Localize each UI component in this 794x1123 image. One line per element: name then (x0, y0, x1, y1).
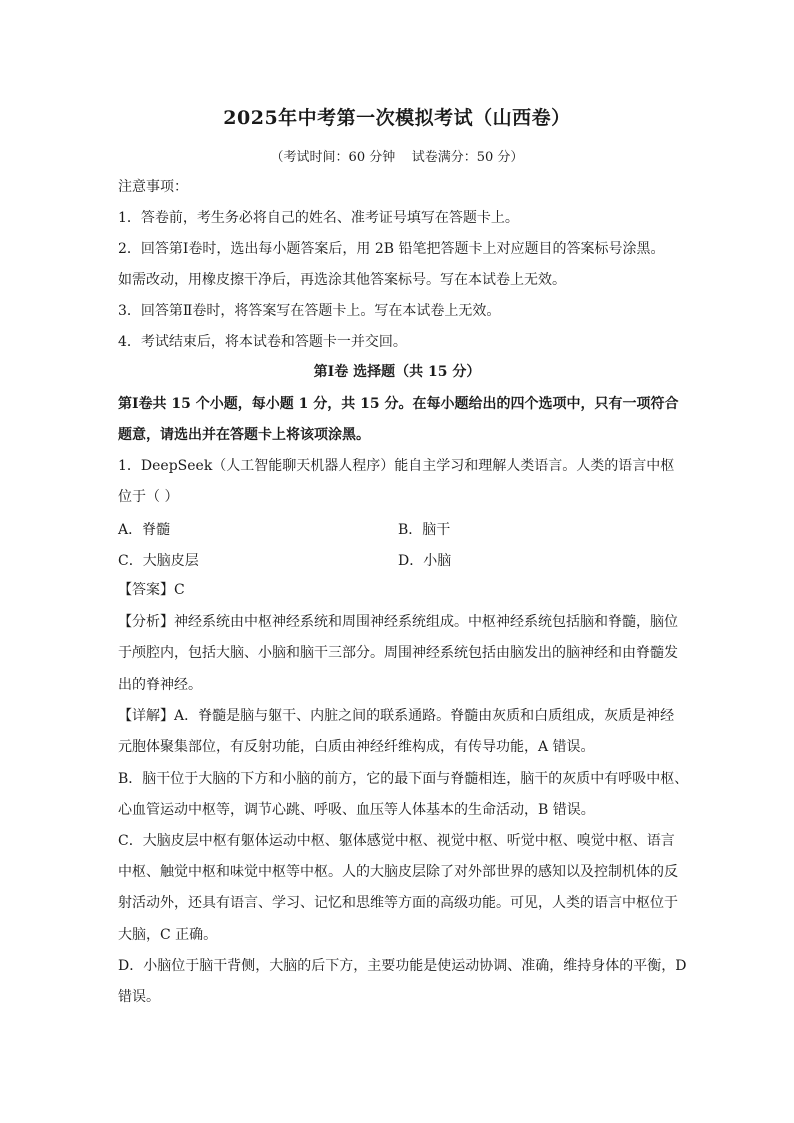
detail-line: 大脑，C 正确。 (118, 927, 218, 943)
analysis-line: 于颅腔内，包括大脑、小脑和脑干三部分。周围神经系统包括由脑发出的脑神经和由脊髓发 (118, 645, 678, 661)
question-stem: 1．DeepSeek（人工智能聊天机器人程序）能自主学习和理解人类语言。人类的语言中枢 (118, 458, 675, 474)
section-title: 第Ⅰ卷 选择题（共 15 分） (313, 364, 481, 380)
notice-item: 3．回答第Ⅱ卷时，将答案写在答题卡上。写在本试卷上无效。 (118, 303, 501, 319)
detail-line: C．大脑皮层中枢有躯体运动中枢、躯体感觉中枢、视觉中枢、听觉中枢、嗅觉中枢、语言 (118, 833, 675, 849)
notice-heading: 注意事项： (118, 179, 188, 195)
detail-line: 错误。 (118, 989, 160, 1005)
detail-line: D．小脑位于脑干背侧，大脑的后下方，主要功能是使运动协调、准确，维持身体的平衡，D (118, 958, 687, 974)
question-stem: 位于（ ） (118, 489, 179, 505)
detail-line: B．脑干位于大脑的下方和小脑的前方，它的最下面与脊髓相连，脑干的灰质中有呼吸中枢、 (118, 771, 689, 787)
answer-line: 【答案】C (118, 582, 185, 598)
analysis-line: 出的脊神经。 (118, 677, 202, 693)
notice-item: 2．回答第Ⅰ卷时，选出每小题答案后，用 2B 铅笔把答题卡上对应题目的答案标号涂黑。 (118, 241, 665, 257)
detail-line: 中枢、触觉中枢和味觉中枢等中枢。人的大脑皮层除了对外部世界的感知以及控制机体的反 (118, 864, 678, 880)
exam-subtitle: （考试时间：60 分钟 试卷满分：50 分） (270, 150, 524, 165)
option-d: D．小脑 (398, 553, 452, 569)
detail-line: 心血管运动中枢等，调节心跳、呼吸、血压等人体基本的生命活动，B 错误。 (118, 802, 595, 818)
option-a: A．脊髓 (118, 522, 171, 538)
option-c: C．大脑皮层 (118, 553, 199, 569)
option-b: B．脑干 (398, 522, 451, 538)
instruction-line: 第Ⅰ卷共 15 个小题，每小题 1 分，共 15 分。在每小题给出的四个选项中，只有一项符合 (118, 396, 679, 412)
detail-line: 射活动外，还具有语言、学习、记忆和思维等方面的高级功能。可见，人类的语言中枢位于 (118, 895, 678, 911)
detail-line: 【详解】A．脊髓是脑与躯干、内脏之间的联系通路。脊髓由灰质和白质组成，灰质是神经 (118, 708, 675, 724)
notice-item: 4．考试结束后，将本试卷和答题卡一并交回。 (118, 334, 407, 350)
notice-item: 如需改动，用橡皮擦干净后，再选涂其他答案标号。写在本试卷上无效。 (118, 272, 566, 288)
notice-item: 1．答卷前，考生务必将自己的姓名、准考证号填写在答题卡上。 (118, 210, 519, 226)
exam-title: 2025年中考第一次模拟考试（山西卷） (223, 107, 571, 129)
instruction-line: 题意，请选出并在答题卡上将该项涂黑。 (118, 427, 370, 443)
analysis-line: 【分析】神经系统由中枢神经系统和周围神经系统组成。中枢神经系统包括脑和脊髓，脑位 (118, 614, 678, 630)
detail-line: 元胞体聚集部位，有反射功能，白质由神经纤维构成，有传导功能，A 错误。 (118, 739, 595, 755)
